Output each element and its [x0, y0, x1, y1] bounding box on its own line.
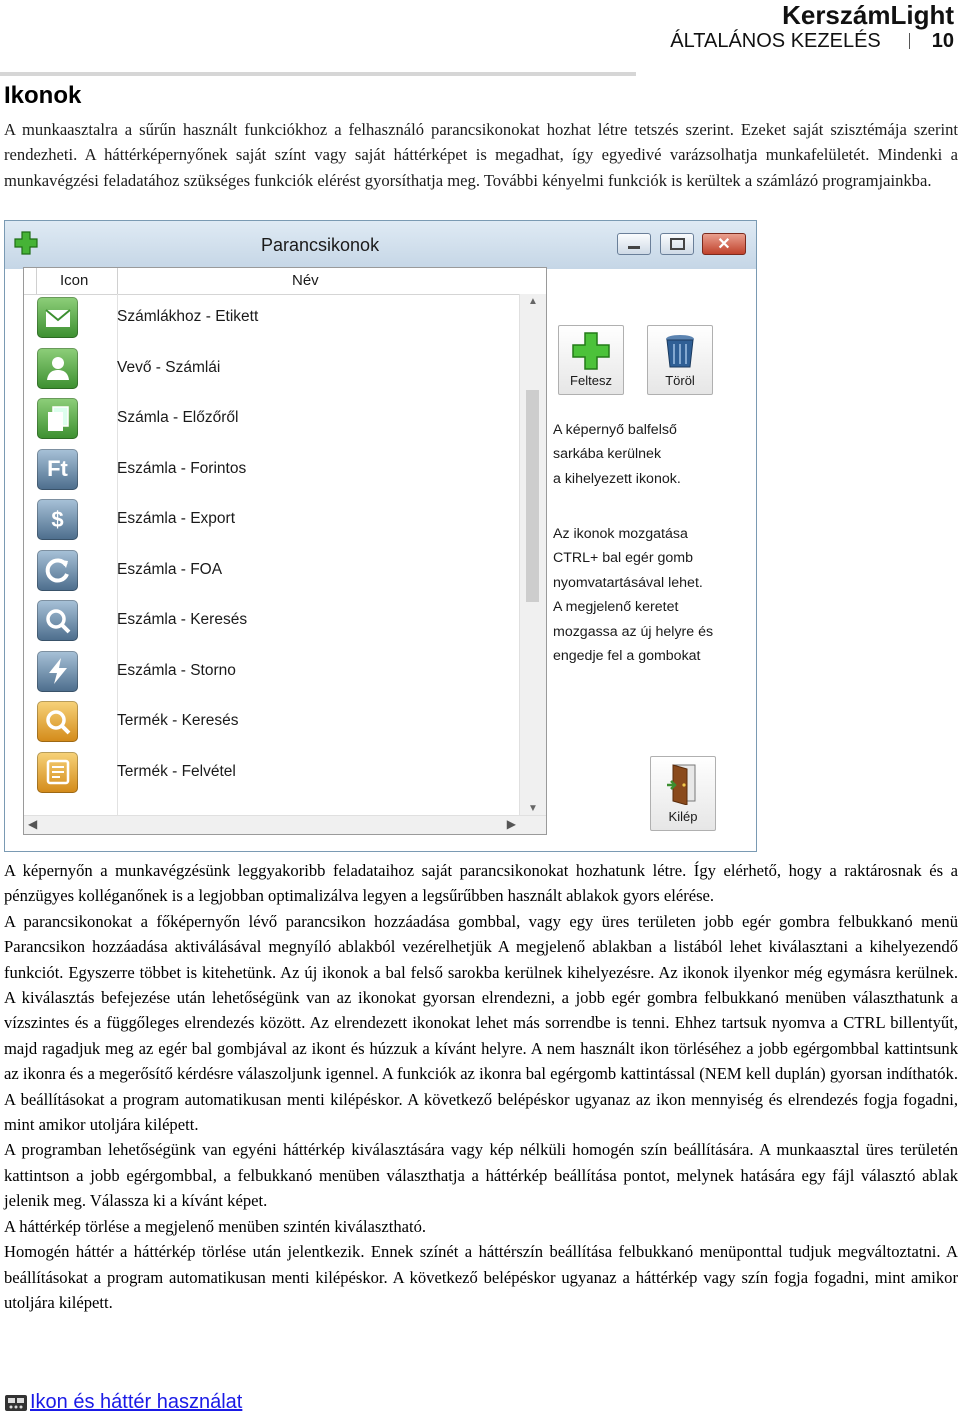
list-item[interactable]: [24, 597, 518, 648]
list-item-label: Eszámla - Storno: [117, 661, 236, 679]
header-rule: [0, 72, 636, 76]
maximize-button[interactable]: [660, 233, 694, 255]
documents-icon: [37, 398, 78, 439]
vertical-scrollbar[interactable]: [519, 294, 546, 816]
list-item-label: Eszámla - Forintos: [117, 459, 247, 477]
minimize-button[interactable]: [617, 233, 651, 255]
list-header: [24, 268, 546, 295]
list-item[interactable]: [24, 446, 518, 497]
register-icon: [37, 752, 78, 793]
app-name: KerszámLight: [782, 0, 954, 30]
window-title-bar[interactable]: [5, 221, 756, 269]
body-paragraph: A programban lehetőségünk van egyéni háttérkép kiválasztására vagy kép nélküli homogén szín beállítására. A munkaasztal üres területén kattintson a jobb egérgombbal, a felbukkanó menüben választhatja a háttérkép beállítása pontot, melynek hatására egy fájl választó ablak jelenik meg. Válassza ki a kívánt képet.: [4, 1140, 958, 1211]
person-icon: [37, 348, 78, 389]
list-item[interactable]: [24, 698, 518, 749]
delete-button-label: Töröl: [665, 373, 695, 388]
film-icon: [4, 1392, 28, 1414]
list-item[interactable]: [24, 749, 518, 800]
list-item-label: Eszámla - Export: [117, 510, 236, 527]
column-divider: [117, 268, 118, 294]
add-button[interactable]: [558, 325, 624, 395]
plus-icon: [559, 332, 623, 370]
intro-paragraph: A munkaasztalra a sűrűn használt funkciókhoz a felhasználó parancsikonokat hozhat létre tetszés szerint. Ezeket saját szisztémája szerint rendezheti. A háttérképernyőnek saját színt vagy saját háttérképet is megadhat, így egyedivé varázsolhatja munkafelületét. Mindenki a munkavégzési feladatához szükséges funkciók elérést gyorsíthatja meg. További kényelmi funkciók is kerültek a számlázó programjainkba.: [4, 120, 958, 190]
close-icon: ✕: [717, 236, 731, 253]
parancsikonok-window: [4, 220, 757, 852]
note-moving: Az ikonok mozgatása CTRL+ bal egér gomb nyomvatartásával lehet. A megjelenő keretet mozgassa az új helyre és engedje fel a gombokat: [553, 526, 714, 665]
body-paragraph: A képernyőn a munkavégzésünk leggyakoribb feladataihoz saját parancsikonokat hozhatunk létre. Így elérhető, hogy a raktárosnak és a pénzügyes kolléganőnek is a legjobban optimalizálva legyen a legsűrűbben használt ablakok gyors elérése.: [4, 861, 958, 906]
horizontal-scrollbar[interactable]: [24, 815, 546, 834]
section-header: [670, 30, 954, 53]
maximize-icon: [661, 234, 693, 254]
exit-button[interactable]: [650, 756, 716, 831]
column-header-name[interactable]: Név: [292, 272, 319, 289]
body-paragraph: Homogén háttér a háttérkép törlése után jelentkezik. Ennek színét a háttérszín beállítása felbukkanó menüponttal tudjuk megváltoztatni. A beállításokat a program automatikusan menti kilépéskor. A következő belépéskor ugyanaz a háttérkép vagy szín fogja fogadni, mint amikor utoljára kilépett.: [4, 1242, 958, 1312]
lightning-icon: [37, 651, 78, 692]
ft-icon: Ft: [37, 449, 78, 490]
magnifier-icon: [37, 701, 78, 742]
magnifier-icon: [37, 600, 78, 641]
add-button-label: Feltesz: [570, 373, 612, 388]
page-number: 10: [931, 30, 954, 52]
list-item-label: Termék - Felvétel: [117, 762, 236, 780]
list-item[interactable]: [24, 395, 518, 446]
list-item[interactable]: [24, 648, 518, 699]
list-item[interactable]: [24, 547, 518, 598]
list-item-label: Eszámla - FOA: [117, 560, 223, 578]
list-item[interactable]: [24, 345, 518, 396]
list-item[interactable]: [24, 496, 518, 547]
list-item-label: Eszámla - Keresés: [117, 611, 248, 628]
list-item-label: Vevő - Számlái: [117, 358, 221, 376]
body-text: [4, 858, 958, 1315]
body-paragraph: A parancsikonokat a főképernyőn lévő parancsikon hozzáadása gombbal, vagy egy üres területen jobb egér gombra felbukkanó menü Parancsikon hozzáadása aktiválásával megnyíló ablakból vezérelhetjük A megjelenő ablakban a listából lehet kiválasztani a kihelyezendő funkciót. Egyszerre többet is kitehetünk. Az új ikonok a bal felső sarokba kerülnek kihelyezésre. Az ikonok ilyenkor még egymásra kerülnek. A kiválasztás befejezése után lehetőségünk van az ikonokat gyorsan elrendezni, a jobb egér gombra felbukkanó menüben választhatunk a vízszintes és a függőleges elrendezés között. Az elrendezett ikonokat lehet más sorrendbe is tenni. Ehhez tartsuk nyomva a CTRL billentyűt, majd ragadjuk meg az egér bal gombjával az ikont és húzzuk a kívánt helyre. A nem használt ikon törléséhez a jobb egérgombbal kattintsunk az ikonra és a megerősítő kérdésre válaszoljunk igennel. A funkciók az ikonra bal egérgomb kattintással (NEM kell duplán) gyorsan indíthatók. A beállításokat a program automatikusan menti kilépéskor. A következő belépéskor ugyanaz az ikon mennyiség és elrendezés fogja fogadni, mint amikor utoljára kilépett.: [4, 911, 958, 1135]
refresh-icon: [37, 550, 78, 591]
help-link-text[interactable]: Ikon és háttér használat: [30, 1391, 243, 1413]
column-divider: [36, 268, 37, 294]
scroll-right-icon[interactable]: ▶: [506, 817, 516, 831]
dollar-icon: $: [37, 499, 78, 540]
trash-icon: [648, 332, 712, 370]
exit-button-label: Kilép: [668, 809, 698, 824]
minimize-icon: [618, 234, 650, 254]
envelope-icon: [37, 297, 78, 338]
section-title: ÁLTALÁNOS KEZELÉS: [670, 30, 881, 52]
body-paragraph: A háttérkép törlése a megjelenő menüben szintén kiválasztható.: [4, 1216, 427, 1236]
section-heading: Ikonok: [4, 82, 82, 109]
scroll-thumb[interactable]: [526, 390, 539, 602]
window-title: Parancsikonok: [261, 235, 380, 255]
plus-icon: [13, 230, 39, 261]
note-placement: A képernyő balfelső sarkába kerülnek a kihelyezett ikonok.: [553, 422, 681, 487]
scroll-up-icon[interactable]: ▲: [528, 296, 538, 307]
list-item-label: Számla - Előzőről: [117, 409, 239, 426]
close-button[interactable]: [702, 233, 746, 255]
delete-button[interactable]: [647, 325, 713, 395]
header-divider: [909, 33, 910, 49]
column-header-icon[interactable]: Icon: [60, 272, 89, 289]
list-item-label: Termék - Keresés: [117, 712, 239, 729]
list-item[interactable]: [24, 294, 518, 345]
list-rows: [24, 294, 518, 799]
help-link[interactable]: [4, 1391, 242, 1414]
shortcut-list[interactable]: [23, 267, 547, 835]
door-icon: [651, 763, 715, 805]
scroll-left-icon[interactable]: ◀: [28, 817, 38, 831]
scroll-down-icon[interactable]: ▼: [528, 803, 538, 814]
list-item-label: Számlákhoz - Etikett: [117, 308, 259, 325]
